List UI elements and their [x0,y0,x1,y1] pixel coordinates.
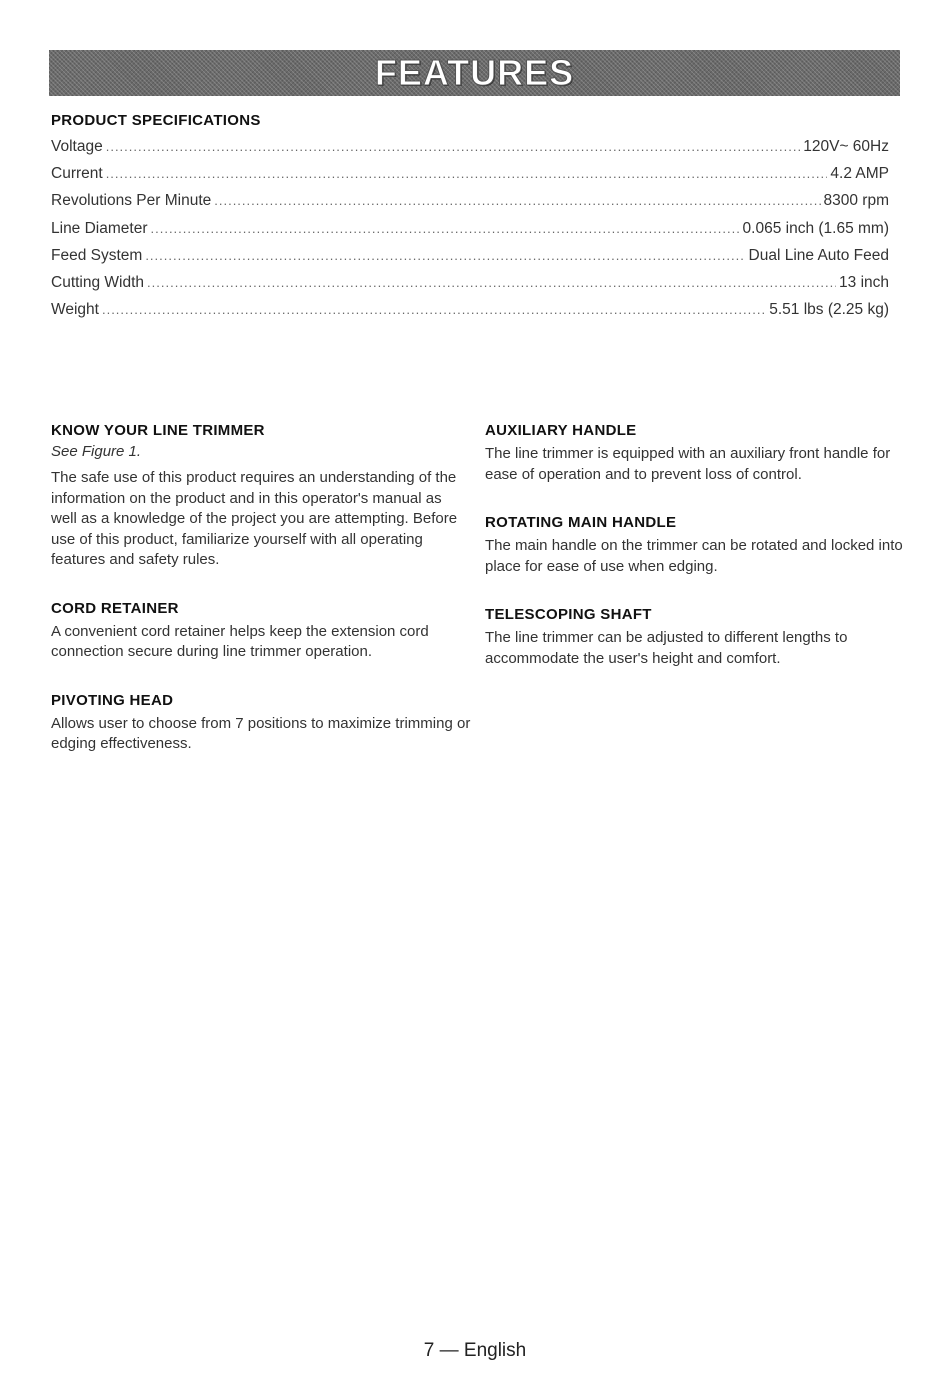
spec-row [51,301,889,328]
section-pivoting-head [51,690,471,755]
section-cord-retainer [51,598,471,663]
spec-value: 0.065 inch (1.65 mm) [742,219,889,237]
spec-label: Voltage [51,138,103,155]
section-body: Allows user to choose from 7 positions to maximize trimming or edging effectiveness. [51,714,471,752]
section-heading: PIVOTING HEAD [51,691,174,709]
section-heading: AUXILIARY HANDLE [485,422,637,439]
spec-value: 8300 rpm [823,192,889,210]
left-column [51,420,471,782]
section-heading: CORD RETAINER [51,599,179,617]
spec-value: 5.51 lbs (2.25 kg) [769,301,889,319]
dot-leader [147,275,836,290]
section-auxiliary-handle [485,420,905,485]
section-know-your-trimmer [51,420,471,571]
dot-leader [145,248,745,263]
spec-row [51,165,889,192]
specs-list [51,138,889,328]
spec-row [51,247,889,274]
spec-value: 120V~ 60Hz [803,138,889,155]
features-banner [49,50,900,96]
spec-label: Cutting Width [51,273,145,291]
section-body: The line trimmer is equipped with an auxiliary front handle for ease of operation and to prevent loss of control. [485,445,891,483]
section-heading: KNOW YOUR LINE TRIMMER [51,422,265,439]
spec-row [51,274,889,301]
spec-row [51,220,889,247]
spec-label: Line Diameter [51,219,148,237]
page-number: 7 — English [423,1340,527,1361]
figure-reference: See Figure 1. [51,443,142,460]
dot-leader [106,139,801,154]
spec-value: Dual Line Auto Feed [748,246,889,264]
specs-heading: PRODUCT SPECIFICATIONS [51,112,261,129]
section-rotating-main-handle [485,512,905,577]
spec-label: Revolutions Per Minute [51,192,212,210]
dot-leader [106,166,828,181]
spec-value: 13 inch [839,273,889,291]
section-body: A convenient cord retainer helps keep the extension cord connection secure during line trimmer operation. [51,622,429,660]
dot-leader [151,221,740,236]
spec-row [51,192,889,219]
section-heading: ROTATING MAIN HANDLE [485,514,677,531]
spec-label: Current [51,165,103,183]
section-telescoping-shaft [485,604,905,669]
spec-label: Feed System [51,246,143,264]
section-heading: TELESCOPING SHAFT [485,606,652,623]
spec-label: Weight [51,301,99,319]
dot-leader [102,302,766,317]
spec-row [51,138,889,165]
right-column [485,420,905,696]
section-body: The main handle on the trimmer can be rotated and locked into place for ease of use when edging. [485,537,903,575]
spec-value: 4.2 AMP [830,165,889,183]
dot-leader [214,193,820,208]
section-body: The safe use of this product requires an understanding of the information on the product and in this operator's manual as well as a knowledge of the project you are attempting. Before use of this product, familiarize yourself with all operating features and safety rules. [51,469,458,568]
page-title: FEATURES [374,52,575,93]
section-body: The line trimmer can be adjusted to different lengths to accommodate the user's height and comfort. [485,629,848,667]
